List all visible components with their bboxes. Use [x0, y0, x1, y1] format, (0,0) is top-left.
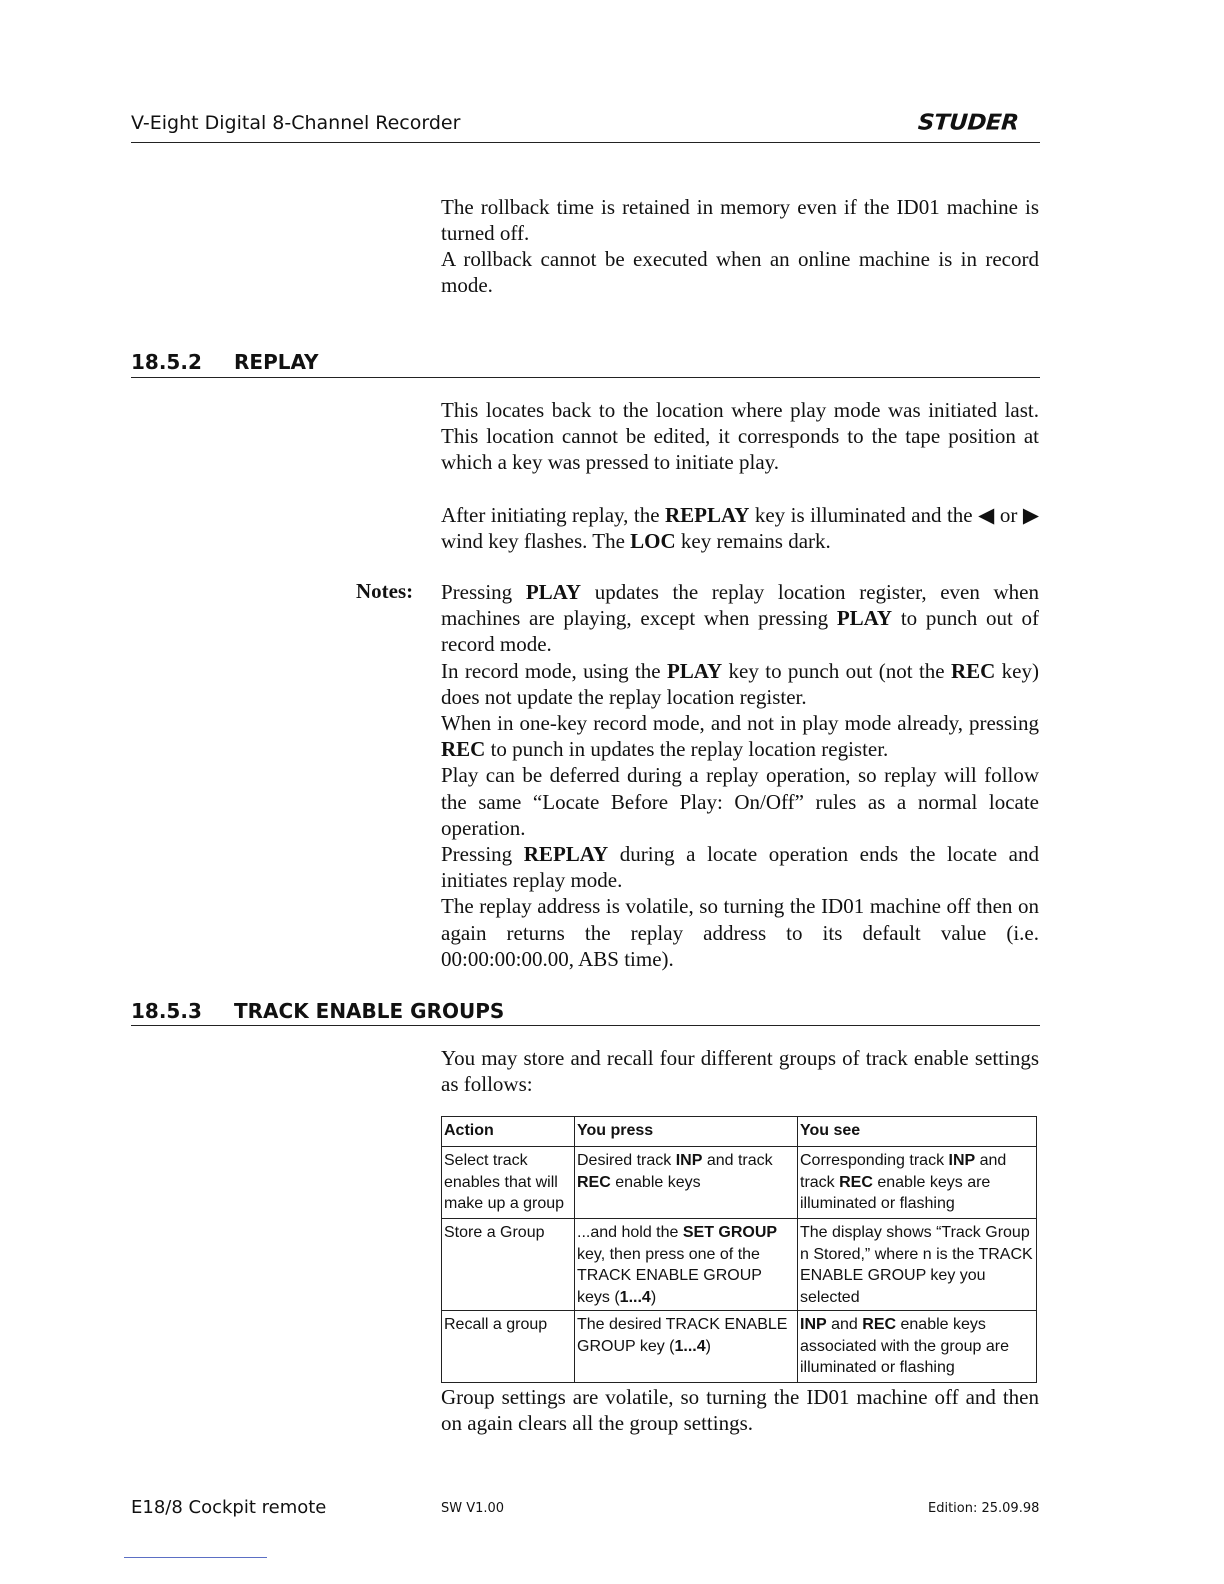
table-header-you-see: You see [798, 1117, 1037, 1147]
table-row [442, 1147, 1037, 1219]
row-select-press: Desired track INP and track REC enable keys [575, 1147, 798, 1219]
row-select-action: Select track enables that will make up a group [442, 1147, 575, 1219]
section-number-groups: 18.5.3 [131, 999, 202, 1023]
note-2: In record mode, using the PLAY key to punch out (not the REC key) does not update the replay location register. [441, 658, 1039, 709]
section-divider-replay [131, 377, 1040, 378]
header-divider [131, 142, 1040, 143]
footnote-divider [124, 1557, 267, 1558]
row-recall-press: The desired TRACK ENABLE GROUP key (1...4) [575, 1311, 798, 1383]
replay-notes [441, 579, 1039, 972]
track-enable-groups-table [441, 1116, 1037, 1383]
loc-key-label: LOC [630, 529, 676, 554]
row-store-action: Store a Group [442, 1219, 575, 1311]
page-header-title: V-Eight Digital 8-Channel Recorder [131, 112, 461, 134]
table-row [442, 1219, 1037, 1311]
table-header-row [442, 1117, 1037, 1147]
table-header-action: Action [442, 1117, 575, 1147]
row-recall-action: Recall a group [442, 1311, 575, 1383]
note-1: Pressing PLAY updates the replay location register, even when machines are playing, except when pressing PLAY to punch out of record mode. [441, 580, 1039, 657]
studer-logo: STUDER [917, 110, 1020, 136]
replay-paragraph-2: After initiating replay, the REPLAY key is illuminated and the ◀ or ▶ wind key flashes. The LOC key remains dark. [441, 503, 1039, 554]
footer-software-version: SW V1.00 [441, 1501, 505, 1516]
section-number-replay: 18.5.2 [131, 350, 202, 374]
row-store-press: ...and hold the SET GROUP key, then press one of the TRACK ENABLE GROUP keys (1...4) [575, 1219, 798, 1311]
row-select-see: Corresponding track INP and track REC enable keys are illuminated or flashing [798, 1147, 1037, 1219]
row-store-see: The display shows “Track Group n Stored,” where n is the TRACK ENABLE GROUP key you selected [798, 1219, 1037, 1311]
replay-key-label: REPLAY [664, 503, 750, 527]
note-4: Play can be deferred during a replay operation, so replay will follow the same “Locate Before Play: On/Off” rules as a normal locate operation. [441, 763, 1039, 840]
note-3: When in one-key record mode, and not in play mode already, pressing REC to punch in updates the replay location register. [441, 711, 1039, 762]
intro-paragraph-2: A rollback cannot be executed when an online machine is in record mode. [441, 247, 1039, 298]
footer-edition: Edition: 25.09.98 [928, 1501, 1040, 1516]
section-divider-groups [131, 1025, 1040, 1026]
section-title-groups: TRACK ENABLE GROUPS [234, 999, 505, 1023]
section-title-replay: REPLAY [234, 350, 319, 374]
note-5: Pressing REPLAY during a locate operation ends the locate and initiates replay mode. [441, 842, 1039, 893]
footer-chapter: E18/8 Cockpit remote [131, 1497, 327, 1518]
groups-outro: Group settings are volatile, so turning the ID01 machine off and then on again clears all the group settings. [441, 1385, 1039, 1436]
row-recall-see: INP and REC enable keys associated with the group are illuminated or flashing [798, 1311, 1037, 1383]
replay-paragraph-1: This locates back to the location where play mode was initiated last. This location cannot be edited, it corresponds to the tape position at which a key was pressed to initiate play. [441, 398, 1039, 475]
table-row [442, 1311, 1037, 1383]
groups-intro: You may store and recall four different groups of track enable settings as follows: [441, 1046, 1039, 1097]
intro-paragraph-1: The rollback time is retained in memory even if the ID01 machine is turned off. [441, 195, 1039, 246]
table-header-you-press: You press [575, 1117, 798, 1147]
notes-label: Notes: [356, 579, 414, 603]
note-6: The replay address is volatile, so turning the ID01 machine off then on again returns the replay address to its default value (i.e. 00:00:00:00.00, ABS time). [441, 894, 1039, 971]
